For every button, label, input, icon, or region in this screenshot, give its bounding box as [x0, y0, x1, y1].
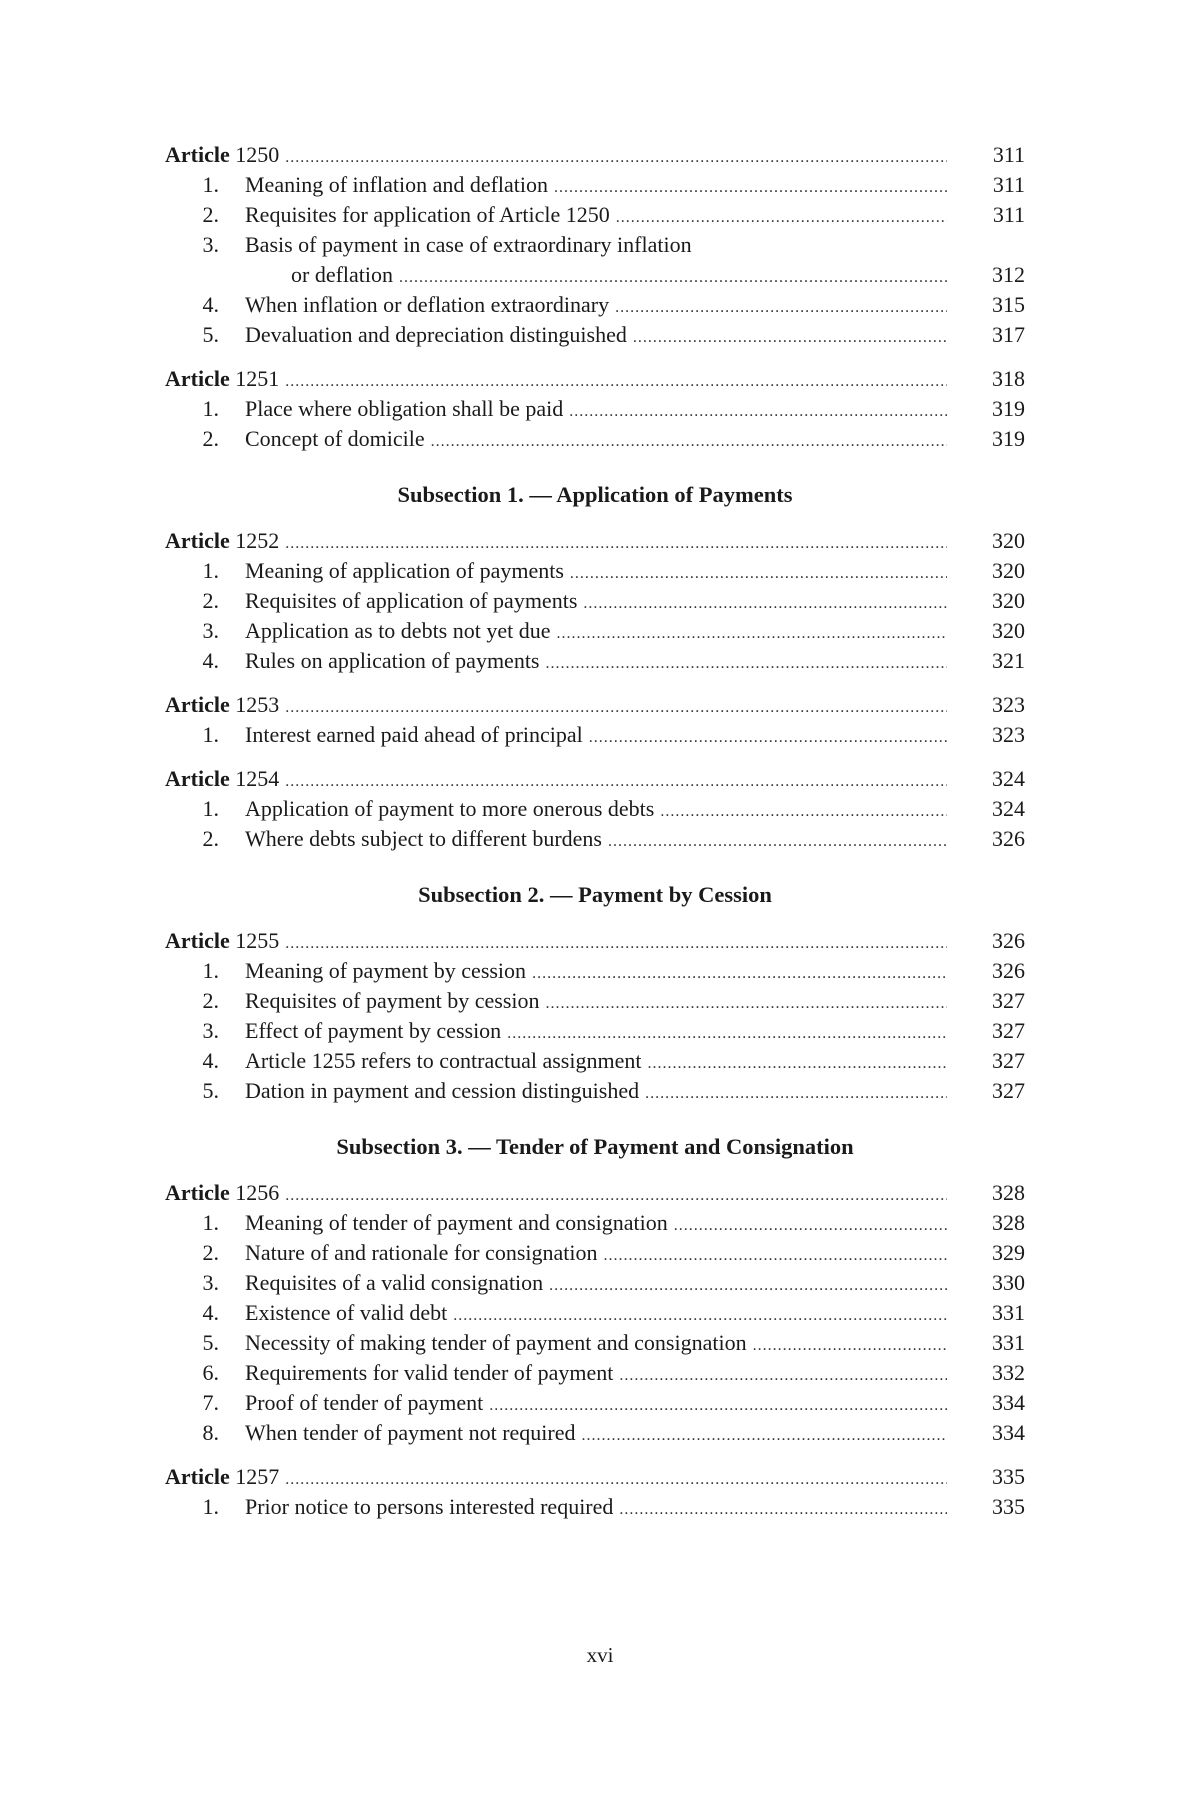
item-title: Requirements for valid tender of payment: [245, 1360, 614, 1385]
page-ref: 320: [992, 588, 1025, 613]
article-entry: [165, 526, 1025, 556]
dot-leader: [546, 986, 947, 1016]
item-number: 1.: [202, 1210, 219, 1235]
page-ref: 335: [992, 1494, 1025, 1519]
page-ref: 329: [992, 1240, 1025, 1265]
page-ref: 330: [992, 1270, 1025, 1295]
item-number: 5.: [202, 1330, 219, 1355]
article-number: 1250: [235, 142, 280, 167]
article-word: Article: [165, 766, 230, 791]
dot-leader: [647, 1046, 947, 1076]
item-title: Requisites for application of Article 1250: [245, 202, 610, 227]
toc-item: [165, 616, 1025, 646]
item-number: 4.: [202, 1048, 219, 1073]
article-label: [165, 764, 279, 794]
article-label: [165, 1462, 279, 1492]
toc-item: [165, 1418, 1025, 1448]
page-ref: 331: [992, 1300, 1025, 1325]
dot-leader: [285, 690, 947, 720]
article-entry: [165, 1462, 1025, 1492]
toc-item: [165, 424, 1025, 454]
page-ref: 323: [992, 722, 1025, 747]
subsection-heading: Subsection 1. — Application of Payments: [397, 482, 793, 507]
item-number: 3.: [202, 618, 219, 643]
toc-item: [165, 1358, 1025, 1388]
page-ref: 312: [992, 262, 1025, 287]
toc-item: [165, 1492, 1025, 1522]
article-word: Article: [165, 1180, 230, 1205]
article-entry: [165, 764, 1025, 794]
page-ref: 319: [992, 426, 1025, 451]
toc-item: [165, 394, 1025, 424]
item-number: 2.: [202, 826, 219, 851]
dot-leader: [399, 260, 947, 290]
dot-leader: [645, 1076, 947, 1106]
dot-leader: [285, 140, 947, 170]
item-number: 7.: [202, 1390, 219, 1415]
article-word: Article: [165, 142, 230, 167]
page-ref: 328: [992, 1210, 1025, 1235]
page-ref: 326: [992, 958, 1025, 983]
dot-leader: [608, 824, 947, 854]
toc-item: [165, 720, 1025, 750]
toc-item: [165, 556, 1025, 586]
item-number: 3.: [202, 1270, 219, 1295]
dot-leader: [285, 926, 947, 956]
dot-leader: [557, 616, 948, 646]
page-ref: 311: [992, 172, 1025, 197]
page-ref: 318: [992, 366, 1025, 391]
item-number: 1.: [202, 1494, 219, 1519]
dot-leader: [589, 720, 947, 750]
item-number: 1.: [202, 172, 219, 197]
article-label: [165, 526, 279, 556]
item-number: 1.: [202, 558, 219, 583]
item-title: Requisites of a valid consignation: [245, 1270, 544, 1295]
dot-leader: [569, 394, 947, 424]
dot-leader: [431, 424, 947, 454]
item-number: 4.: [202, 292, 219, 317]
dot-leader: [554, 170, 947, 200]
page-ref: 311: [992, 142, 1025, 167]
item-number: 4.: [202, 648, 219, 673]
item-number: 2.: [202, 588, 219, 613]
article-number: 1254: [235, 766, 280, 791]
article-label: [165, 364, 279, 394]
article-label: [165, 926, 279, 956]
page-ref: 324: [992, 766, 1025, 791]
item-title: Interest earned paid ahead of principal: [245, 722, 583, 747]
article-word: Article: [165, 928, 230, 953]
item-number: 2.: [202, 1240, 219, 1265]
toc-item: [165, 794, 1025, 824]
page-ref: 315: [992, 292, 1025, 317]
item-title: Prior notice to persons interested required: [245, 1494, 614, 1519]
item-number: 1.: [202, 958, 219, 983]
item-title: Necessity of making tender of payment and consignation: [245, 1330, 747, 1355]
dot-leader: [616, 200, 947, 230]
item-title: Application of payment to more onerous debts: [245, 796, 655, 821]
item-title: Meaning of application of payments: [245, 558, 564, 583]
dot-leader: [489, 1388, 947, 1418]
item-number: 5.: [202, 1078, 219, 1103]
article-number: 1251: [235, 366, 280, 391]
item-title: Concept of domicile: [245, 426, 425, 451]
page-ref: 335: [992, 1464, 1025, 1489]
page-ref: 320: [992, 558, 1025, 583]
dot-leader: [507, 1016, 947, 1046]
article-word: Article: [165, 366, 230, 391]
toc-item-continuation: [165, 260, 1025, 290]
item-title: When tender of payment not required: [245, 1420, 576, 1445]
item-number: 4.: [202, 1300, 219, 1325]
item-title: Requisites of application of payments: [245, 588, 578, 613]
item-number: 5.: [202, 322, 219, 347]
article-word: Article: [165, 528, 230, 553]
page-ref: 317: [992, 322, 1025, 347]
page-ref: 320: [992, 618, 1025, 643]
toc-item: [165, 1298, 1025, 1328]
dot-leader: [619, 1492, 947, 1522]
item-title: Devaluation and depreciation distinguished: [245, 322, 627, 347]
page-ref: 311: [992, 202, 1025, 227]
dot-leader: [285, 1462, 947, 1492]
article-entry: [165, 140, 1025, 170]
item-title: Meaning of tender of payment and consignation: [245, 1210, 668, 1235]
toc-item: [165, 1328, 1025, 1358]
dot-leader: [453, 1298, 947, 1328]
dot-leader: [581, 1418, 947, 1448]
item-title: Effect of payment by cession: [245, 1018, 502, 1043]
toc-item: [165, 1046, 1025, 1076]
item-number: 1.: [202, 722, 219, 747]
toc-item: [165, 824, 1025, 854]
item-number: 8.: [202, 1420, 219, 1445]
item-title: Article 1255 refers to contractual assignment: [245, 1048, 642, 1073]
item-title: Existence of valid debt: [245, 1300, 448, 1325]
item-title: Where debts subject to different burdens: [245, 826, 602, 851]
toc-item: [165, 170, 1025, 200]
dot-leader: [532, 956, 947, 986]
toc-item: [165, 1076, 1025, 1106]
page-ref: 324: [992, 796, 1025, 821]
item-title: Meaning of inflation and deflation: [245, 172, 549, 197]
toc-item: [165, 646, 1025, 676]
item-title: Rules on application of payments: [245, 648, 540, 673]
toc-item: [165, 230, 1025, 260]
dot-leader: [285, 526, 947, 556]
toc-item: [165, 290, 1025, 320]
item-title-continued: or deflation: [291, 262, 394, 287]
article-number: 1256: [235, 1180, 280, 1205]
dot-leader: [583, 586, 947, 616]
item-number: 1.: [202, 396, 219, 421]
page-ref: 327: [992, 1018, 1025, 1043]
dot-leader: [619, 1358, 947, 1388]
page-ref: 326: [992, 826, 1025, 851]
item-title: Place where obligation shall be paid: [245, 396, 564, 421]
page-ref: 332: [992, 1360, 1025, 1385]
dot-leader: [633, 320, 947, 350]
dot-leader: [603, 1238, 947, 1268]
page-ref: 331: [992, 1330, 1025, 1355]
page-ref: 326: [992, 928, 1025, 953]
article-label: [165, 1178, 279, 1208]
table-of-contents: [165, 140, 1025, 1522]
toc-item: [165, 986, 1025, 1016]
dot-leader: [660, 794, 947, 824]
article-number: 1252: [235, 528, 280, 553]
item-number: 2.: [202, 426, 219, 451]
toc-item: [165, 200, 1025, 230]
toc-item: [165, 1208, 1025, 1238]
item-title: Basis of payment in case of extraordinary inflation: [245, 232, 692, 257]
article-word: Article: [165, 692, 230, 717]
article-entry: [165, 690, 1025, 720]
item-title: Nature of and rationale for consignation: [245, 1240, 598, 1265]
toc-item: [165, 320, 1025, 350]
page-ref: 334: [992, 1390, 1025, 1415]
dot-leader: [674, 1208, 947, 1238]
item-title: Proof of tender of payment: [245, 1390, 484, 1415]
item-title: When inflation or deflation extraordinary: [245, 292, 610, 317]
article-entry: [165, 926, 1025, 956]
toc-item: [165, 1238, 1025, 1268]
dot-leader: [285, 764, 947, 794]
article-entry: [165, 364, 1025, 394]
page-ref: 319: [992, 396, 1025, 421]
subsection-heading: Subsection 2. — Payment by Cession: [418, 882, 772, 907]
item-number: 6.: [202, 1360, 219, 1385]
page-ref: 323: [992, 692, 1025, 717]
dot-leader: [285, 364, 947, 394]
item-number: 2.: [202, 202, 219, 227]
page-number: xvi: [586, 1643, 614, 1667]
toc-item: [165, 1388, 1025, 1418]
page-ref: 327: [992, 988, 1025, 1013]
item-title: Dation in payment and cession distinguished: [245, 1078, 640, 1103]
item-number: 3.: [202, 1018, 219, 1043]
dot-leader: [546, 646, 948, 676]
toc-item: [165, 1016, 1025, 1046]
article-label: [165, 140, 279, 170]
item-title: Meaning of payment by cession: [245, 958, 527, 983]
dot-leader: [753, 1328, 947, 1358]
page-ref: 321: [992, 648, 1025, 673]
article-label: [165, 690, 279, 720]
page-ref: 320: [992, 528, 1025, 553]
dot-leader: [615, 290, 947, 320]
article-number: 1257: [235, 1464, 280, 1489]
subsection-heading: Subsection 3. — Tender of Payment and Consignation: [336, 1134, 854, 1159]
item-number: 2.: [202, 988, 219, 1013]
article-entry: [165, 1178, 1025, 1208]
item-number: 3.: [202, 232, 219, 257]
page-ref: 334: [992, 1420, 1025, 1445]
toc-item: [165, 586, 1025, 616]
toc-item: [165, 956, 1025, 986]
page-ref: 328: [992, 1180, 1025, 1205]
page-ref: 327: [992, 1078, 1025, 1103]
item-number: 1.: [202, 796, 219, 821]
dot-leader: [285, 1178, 947, 1208]
article-number: 1255: [235, 928, 280, 953]
toc-item: [165, 1268, 1025, 1298]
page-ref: 327: [992, 1048, 1025, 1073]
item-title: Application as to debts not yet due: [245, 618, 551, 643]
dot-leader: [549, 1268, 947, 1298]
article-number: 1253: [235, 692, 280, 717]
dot-leader: [570, 556, 947, 586]
article-word: Article: [165, 1464, 230, 1489]
item-title: Requisites of payment by cession: [245, 988, 540, 1013]
